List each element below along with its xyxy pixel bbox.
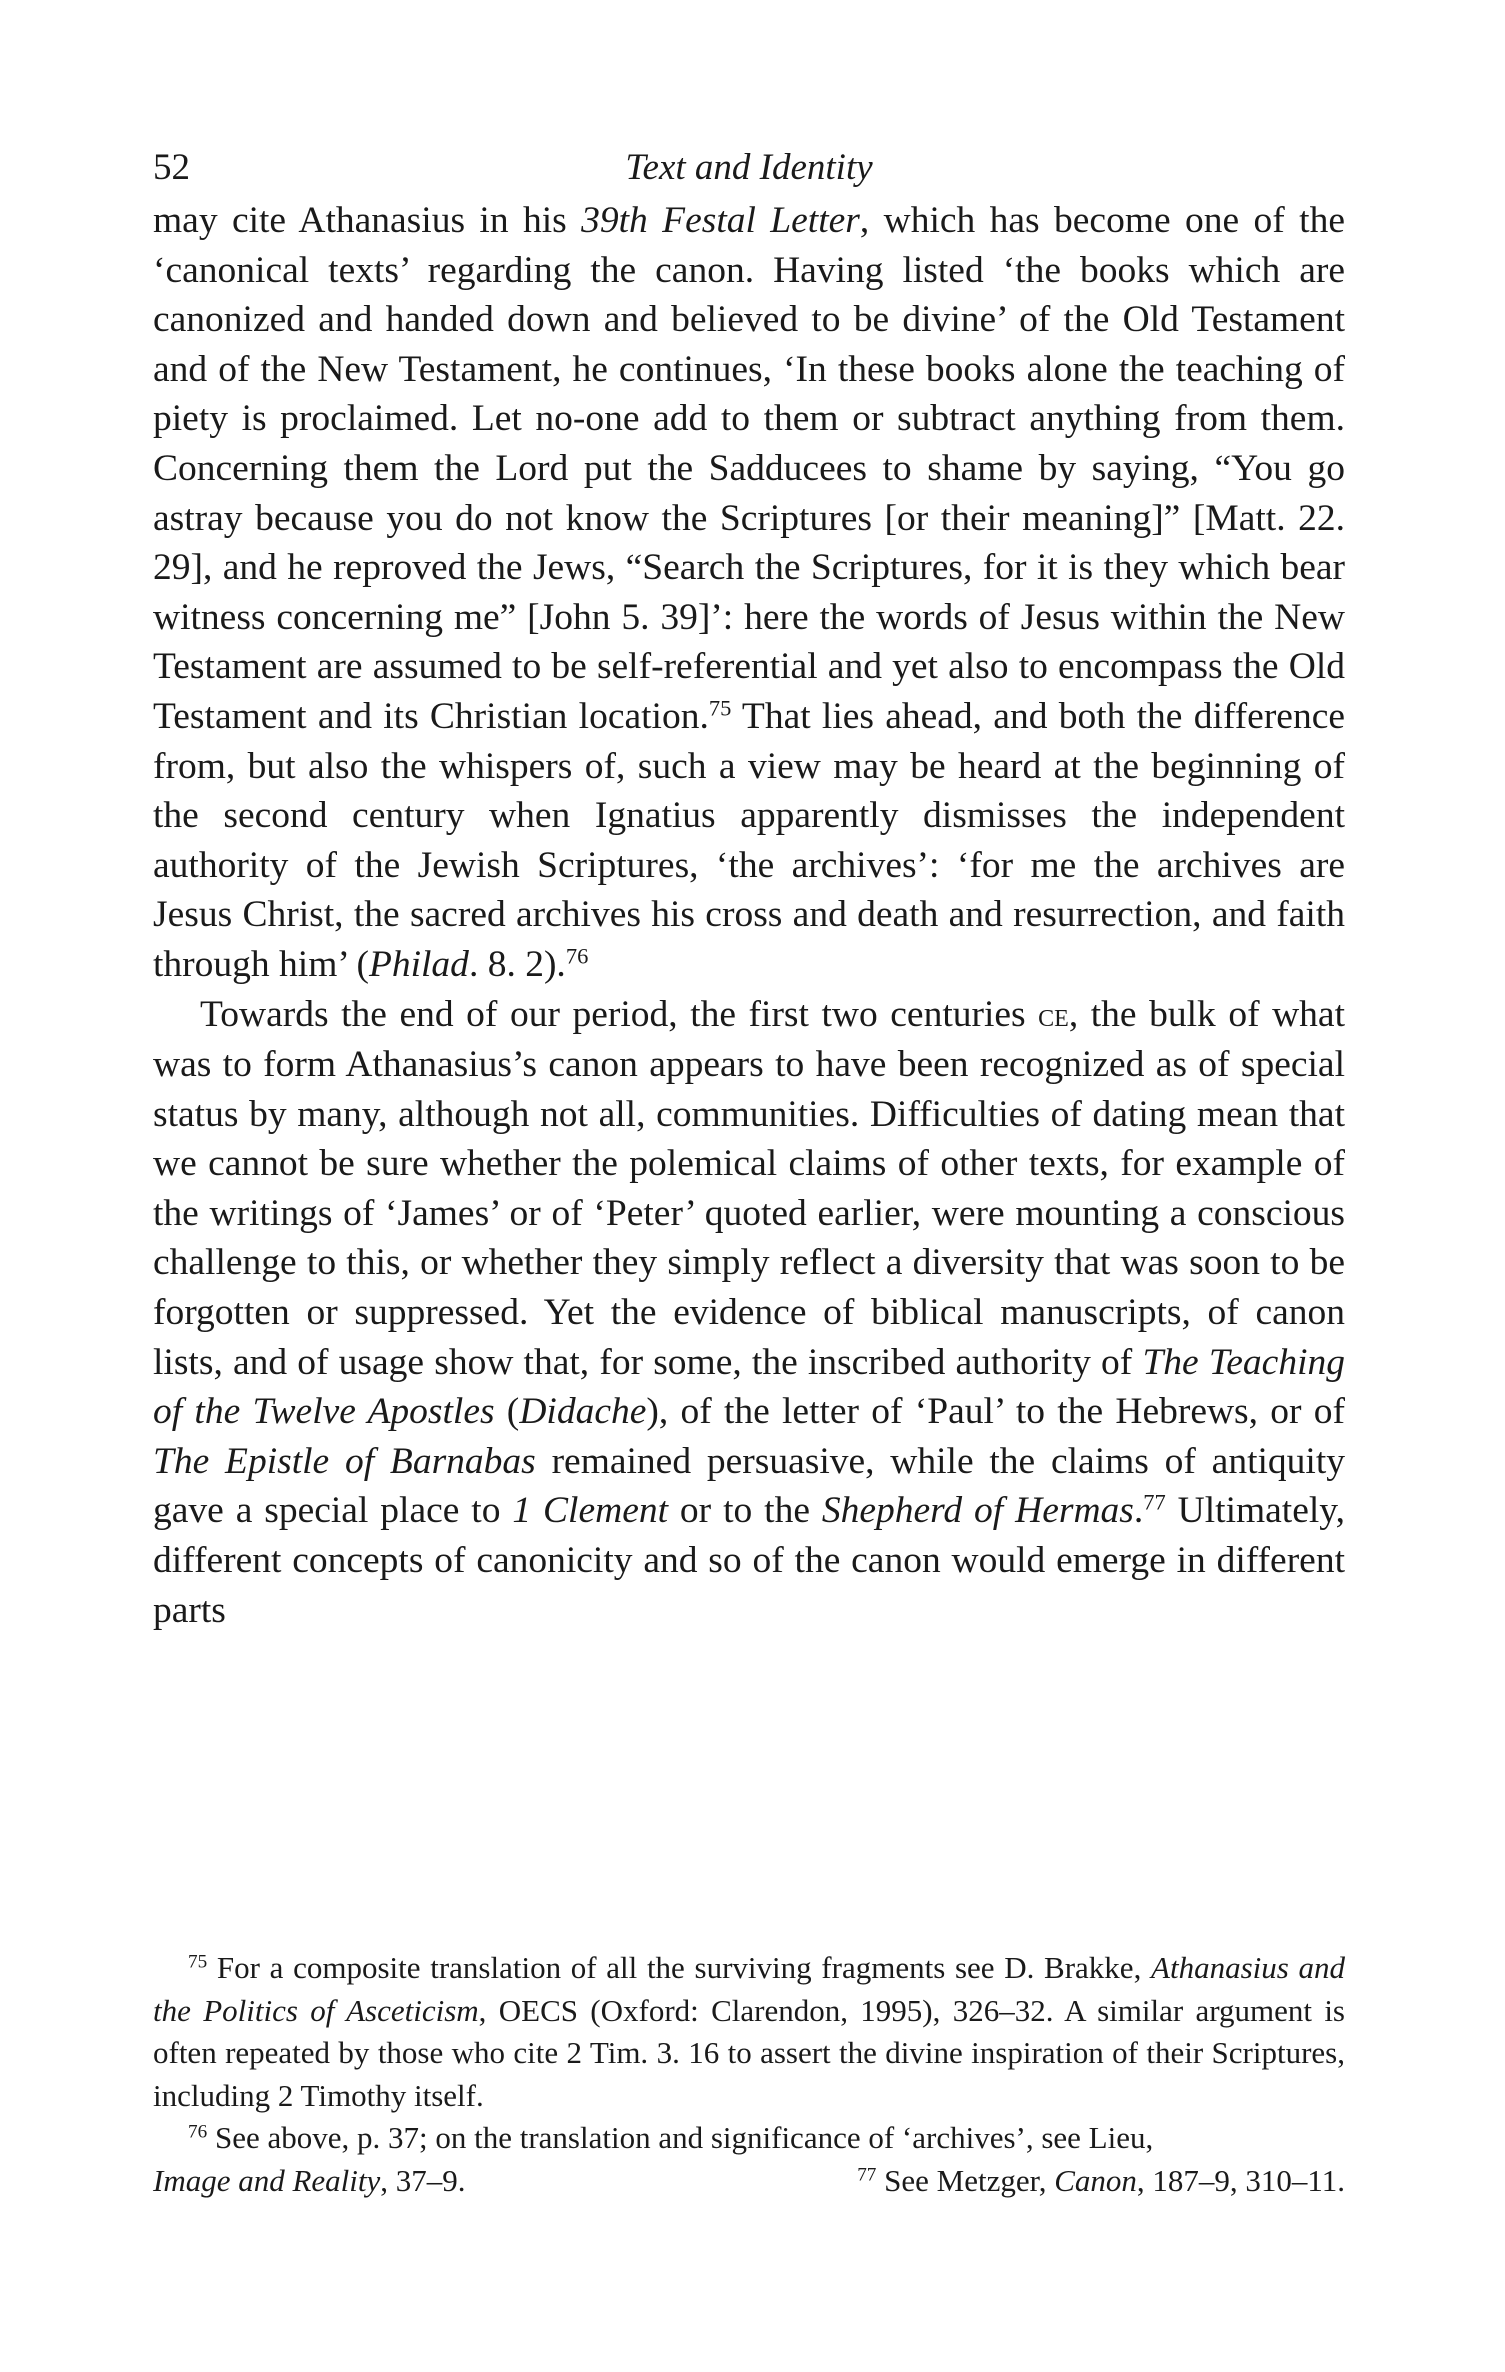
text-run: ( — [494, 1391, 520, 1433]
italic-title: The Epistle of Barnabas — [153, 1440, 536, 1482]
text-run: Towards the end of our period, the first two centuries — [200, 993, 1039, 1035]
italic-title: The Teaching of the Twelve Apostles — [153, 1341, 1345, 1433]
footnote-text: See above, p. 37; on the translation and significance of ‘archives’, see Lieu, — [207, 2120, 1154, 2155]
footnote-76-continuation — [153, 2160, 466, 2203]
italic-title: Canon — [1054, 2162, 1137, 2198]
footnote-text: See Metzger, — [876, 2162, 1055, 2198]
footnote-text: , OECS (Oxford: Clarendon, 1995), 326–32. A similar argument is often repeated by those who cite 2 Tim. 3. 16 to assert the divine inspiration of their Scriptures, including 2 Timothy itself. — [153, 1992, 1345, 2113]
era-abbreviation: ce — [1038, 996, 1069, 1034]
footnote-text: , 37–9. — [380, 2162, 466, 2198]
text-run: , which has become one of the ‘canonical texts’ regarding the canon. Having listed ‘the books which are canonized and handed down and believed to be divine’ of the Old Testament and of the New Testament, he continues, ‘In these books alone the teaching of piety is proclaimed. Let no-one add to them or subtract anything from them. Concerning them the Lord put the Sadducees to shame by saying, “You go astray because you do not know the Scriptures [or their meaning]” [Matt. 22. 29], and he reproved the Jews, “Search the Scriptures, for it is they which bear witness concerning me” [John 5. 39]’: here the words of Jesus within the New Testament are assumed to be self-referential and yet also to encompass the Old Testament and its Christian location. — [153, 200, 1345, 737]
paragraph-2 — [153, 990, 1345, 1636]
main-text — [153, 196, 1345, 1635]
footnote-76 — [153, 2117, 1345, 2160]
text-run: ), of the letter of ‘Paul’ to the Hebrews, or of — [646, 1391, 1345, 1433]
footnote-text: For a composite translation of all the surviving fragments see D. Brakke, — [207, 1950, 1152, 1985]
footnotes — [153, 1947, 1345, 2202]
page-number: 52 — [153, 147, 190, 188]
footnote-text: , 187–9, 310–11. — [1136, 2162, 1345, 2198]
italic-title: Philad — [368, 943, 469, 985]
italic-title: Image and Reality — [153, 2162, 381, 2198]
text-run: Ultimately, different concepts of canonicity and so of the canon would emerge in different parts — [153, 1490, 1345, 1631]
text-run: . 8. 2). — [468, 943, 566, 985]
footnote-ref-77[interactable]: 77 — [1143, 1490, 1166, 1516]
footnote-number: 77 — [857, 2163, 877, 2185]
footnote-number: 75 — [188, 1951, 208, 1973]
italic-title: Shepherd of Hermas — [821, 1490, 1134, 1532]
running-title: Text and Identity — [625, 147, 873, 188]
text-run: , the bulk of what was to form Athanasius’s canon appears to have been recognized as of special status by many, although not all, communities. Difficulties of dating mean that we cannot be sure whether the polemical claims of other texts, for example of the writings of ‘James’ or of ‘Peter’ quoted earlier, were mounting a conscious challenge to this, or whether they simply reflect a diversity that was soon to be forgotten or suppressed. Yet the evidence of biblical manuscripts, of canon lists, and of usage show that, for some, the inscribed authority of — [153, 993, 1345, 1383]
footnote-ref-75[interactable]: 75 — [708, 695, 732, 721]
running-head — [153, 140, 1345, 196]
text-run: remained persuasive, while the claims of antiquity gave a special place to — [153, 1440, 1346, 1532]
italic-title: 39th Festal Letter — [581, 200, 860, 241]
italic-title: Athanasius and the Politics of Asceticism — [153, 1950, 1345, 2028]
paragraph-1 — [153, 196, 1345, 990]
italic-title: 1 Clement — [512, 1490, 669, 1532]
page — [153, 140, 1346, 2198]
text-run: or to the — [668, 1490, 822, 1532]
footnote-number: 76 — [188, 2121, 208, 2143]
footnote-bottom-line — [153, 2160, 1345, 2203]
italic-title: Didache — [519, 1391, 647, 1433]
footnote-77 — [857, 2160, 1345, 2203]
text-run: may cite Athanasius in his — [153, 200, 582, 241]
text-run: . — [1133, 1490, 1144, 1532]
footnote-ref-76[interactable]: 76 — [565, 943, 589, 969]
text-run: That lies ahead, and both the difference from, but also the whispers of, such a view may be heard at the beginning of the second century when Ignatius apparently dismisses the independent authority of the Jewish Scriptures, ‘the archives’: ‘for me the archives are Jesus Christ, the sacred archives his cross and death and resurrection, and faith through him’ ( — [153, 695, 1345, 985]
footnote-75 — [153, 1947, 1345, 2117]
